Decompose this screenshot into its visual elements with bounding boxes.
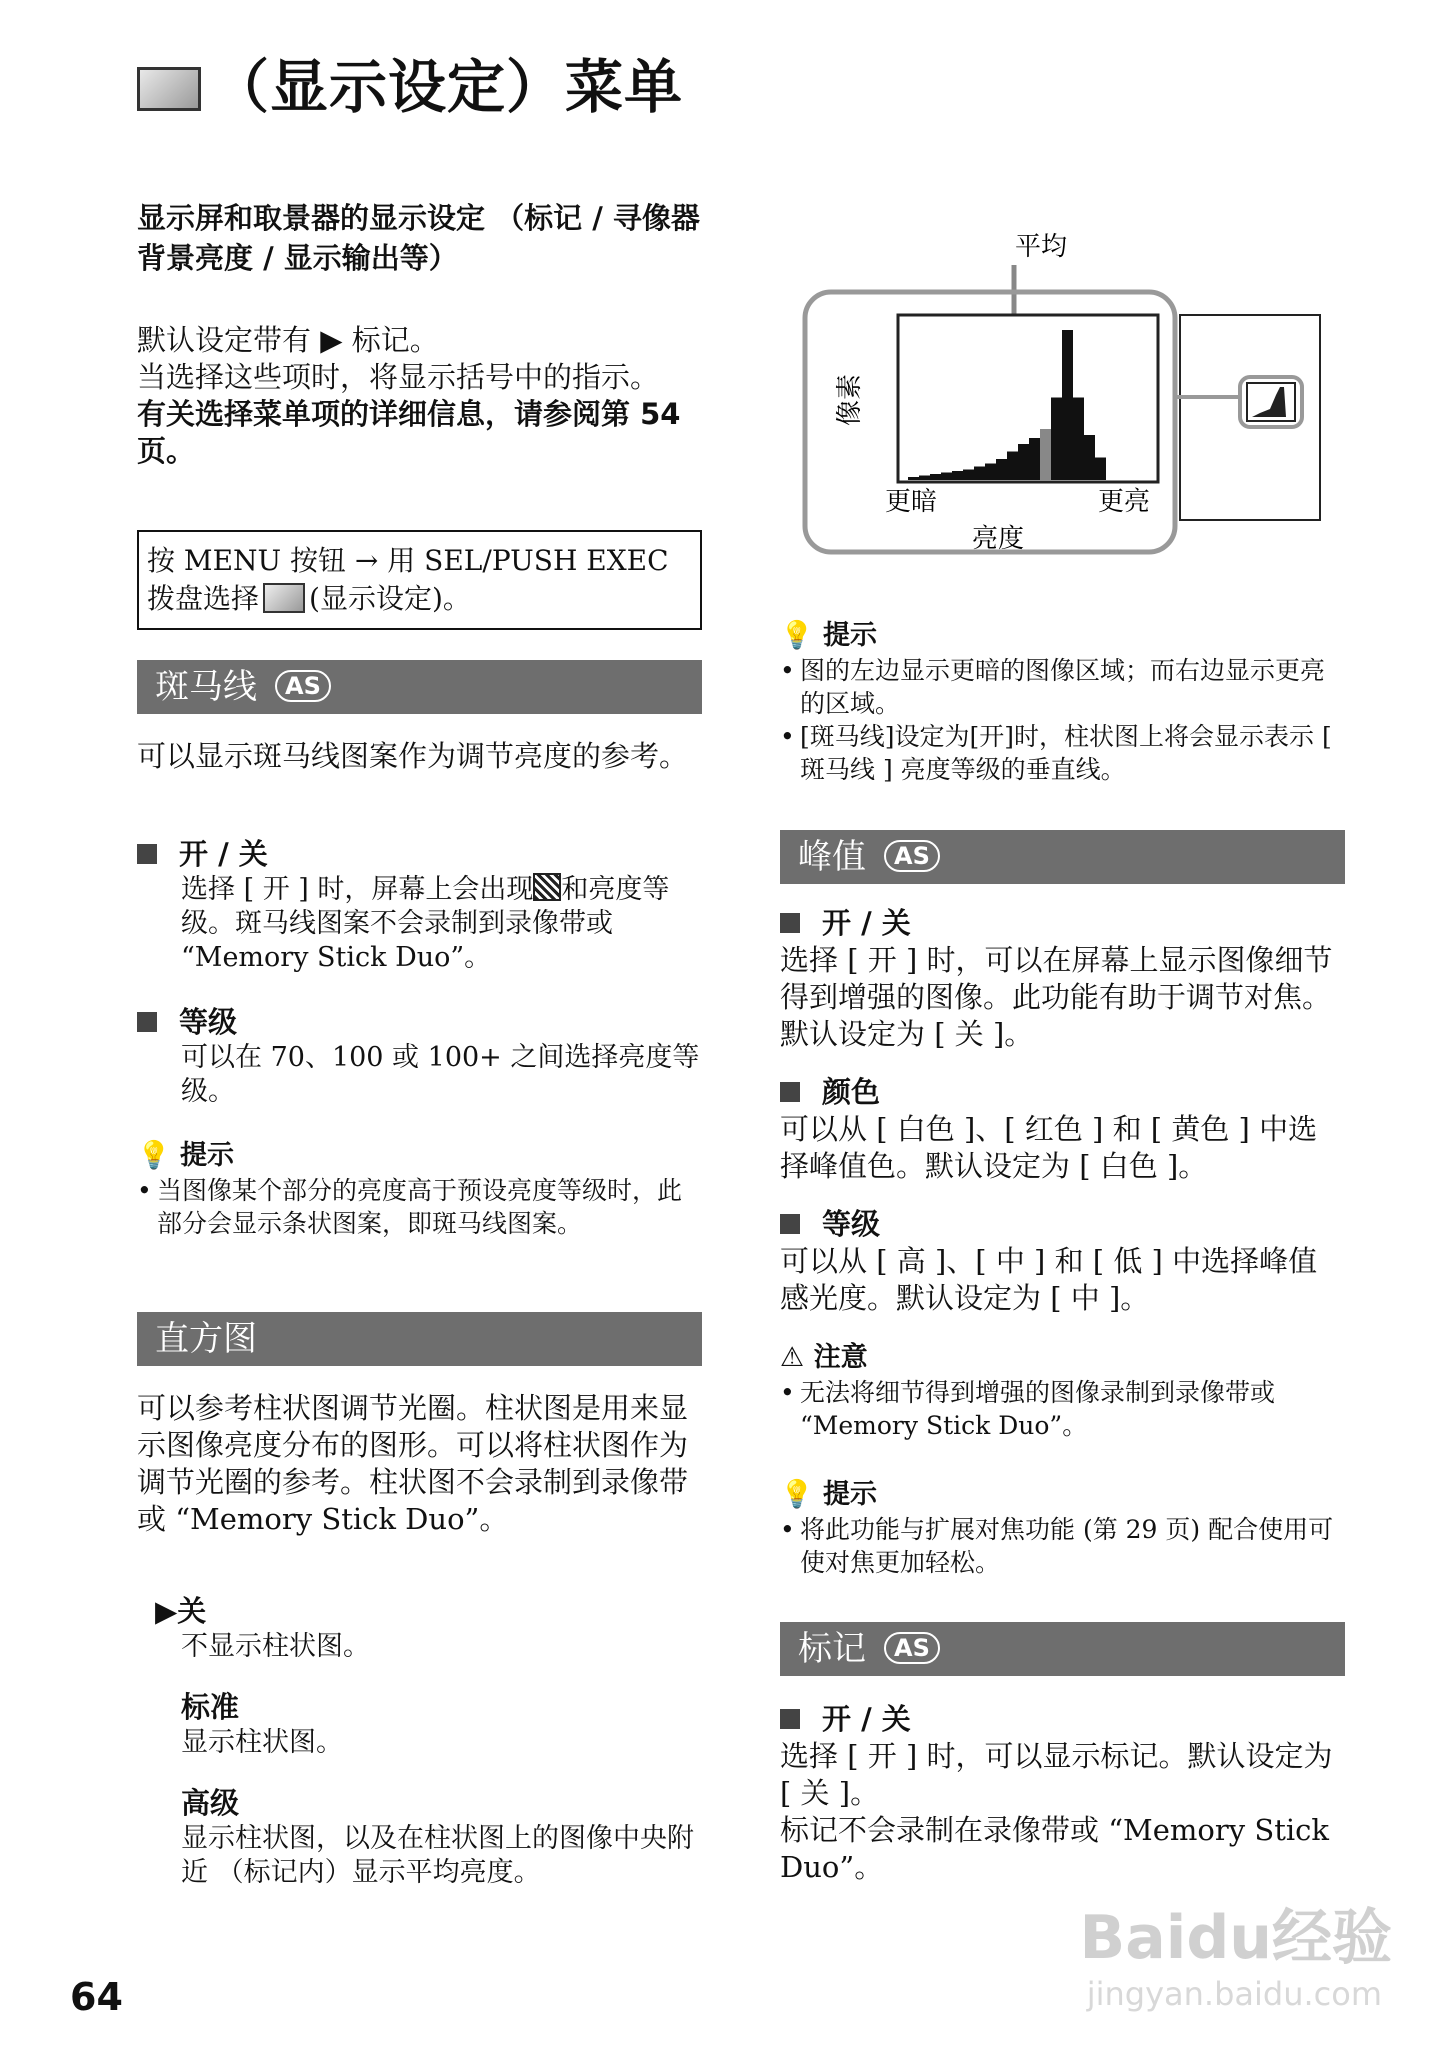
square-bullet-icon: [137, 844, 157, 864]
menu-instruction-text-2: (显示设定)。: [309, 582, 471, 615]
peaking-note: ⚠ 注意 • 无法将细节得到增强的图像录制到录像带或 “Memory Stick Duo”。: [780, 1342, 1276, 1440]
zebra-tip: 💡 提示 • 当图像某个部分的亮度高于预设亮度等级时，此部分会显示条状图案，即斑马线图案。: [137, 1140, 683, 1238]
intro-line-3: 有关选择菜单项的详细信息，请参阅第 54 页。: [137, 397, 681, 468]
histogram-bar: [1051, 398, 1062, 481]
caution-icon: ⚠: [780, 1342, 805, 1373]
intro-text: [137, 322, 702, 470]
zebra-pattern-icon: [533, 873, 561, 901]
section-header-peaking: 峰值 AS: [780, 830, 1345, 884]
square-bullet-icon: [780, 913, 800, 933]
intro-line-1: 默认设定带有 ▶ 标记。: [137, 323, 439, 357]
histogram-figure: [780, 225, 1345, 585]
histogram-bar: [963, 470, 974, 481]
peaking-option-onoff: 开 / 关 选择 [ 开 ] 时，可以在屏幕上显示图像细节得到增强的图像。此功能有助于调节对焦。默认设定为 [ 关 ]。: [780, 906, 1333, 1051]
square-bullet-icon: [780, 1214, 800, 1234]
histogram-bar: [1073, 398, 1084, 481]
menu-instruction-box: [137, 530, 702, 630]
peaking-option-level: 等级 可以从 [ 高 ]、[ 中 ] 和 [ 低 ] 中选择峰值感光度。默认设定为 [ 中 ]。: [780, 1207, 1318, 1315]
histogram-bar: [1018, 444, 1029, 480]
histogram-bar: [974, 467, 985, 481]
histogram-bar: [996, 459, 1007, 480]
section-header-marker: 标记 AS: [780, 1622, 1345, 1676]
square-bullet-icon: [137, 1012, 157, 1032]
brightness-axis-label: 亮度: [972, 524, 1025, 554]
intro-line-2: 当选择这些项时，将显示括号中的指示。: [137, 360, 660, 394]
zebra-description: 可以显示斑马线图案作为调节亮度的参考。: [137, 739, 689, 773]
as-badge: AS: [884, 840, 940, 872]
histogram-bar: [930, 474, 941, 480]
histogram-bar: [908, 477, 919, 480]
square-bullet-icon: [780, 1709, 800, 1729]
brighter-label: 更亮: [1098, 487, 1151, 517]
page-title: （显示设定）菜单: [137, 50, 757, 124]
histogram-option-standard: 标准 显示柱状图。: [181, 1690, 343, 1758]
as-badge: AS: [275, 670, 331, 702]
zebra-option-onoff: 开 / 关 选择 [ 开 ] 时，屏幕上会出现 和亮度等级。斑马线图案不会录制到录像带或 “Memory Stick Duo”。: [137, 835, 702, 975]
menu-instruction-text: 按 MENU 按钮 → 用 SEL/PUSH EXEC 拨盘选择: [147, 544, 669, 615]
histogram-bar: [1084, 435, 1095, 480]
page-number: 64: [70, 1975, 123, 2019]
lightbulb-icon: 💡: [780, 1479, 814, 1510]
page-subtitle: 显示屏和取景器的显示设定 （标记 / 寻像器背景亮度 / 显示输出等）: [137, 201, 700, 275]
histogram-bar: [919, 476, 930, 481]
histogram-option-advanced: 高级 显示柱状图，以及在柱状图上的图像中央附近 （标记内）显示平均亮度。: [181, 1786, 694, 1888]
section-header-histogram: 直方图: [137, 1312, 702, 1366]
lightbulb-icon: 💡: [137, 1140, 171, 1171]
figure-tip: 💡 提示 • 图的左边显示更暗的图像区域；而右边显示更亮的区域。 • [斑马线]设定为[开]时，柱状图上将会显示表示 [ 斑马线 ] 亮度等级的垂直线。: [780, 620, 1332, 784]
lightbulb-icon: 💡: [780, 620, 814, 651]
watermark-url: jingyan.baidu.com: [1086, 1975, 1382, 2013]
histogram-bar: [1040, 429, 1051, 480]
histogram-option-off: ▶关 不显示柱状图。: [155, 1594, 370, 1662]
histogram-bar: [1095, 458, 1106, 481]
zebra-option-level: 等级 可以在 70、100 或 100+ 之间选择亮度等级。: [137, 1003, 702, 1109]
peaking-tip: 💡 提示 • 将此功能与扩展对焦功能 (第 29 页) 配合使用可使对焦更加轻松。: [780, 1479, 1334, 1577]
section-header-zebra: 斑马线 AS: [137, 660, 702, 714]
histogram-bar: [952, 471, 963, 480]
darker-label: 更暗: [885, 487, 938, 517]
histogram-bar: [941, 473, 952, 481]
pixels-axis-label: 像素: [835, 373, 865, 427]
histogram-bar: [1029, 438, 1040, 480]
histogram-bar: [985, 464, 996, 481]
peaking-option-color: 颜色 可以从 [ 白色 ]、[ 红色 ] 和 [ 黄色 ] 中选择峰值色。默认设定为 [ 白色 ]。: [780, 1075, 1318, 1183]
as-badge: AS: [884, 1632, 940, 1664]
display-settings-icon: [137, 67, 201, 111]
square-bullet-icon: [780, 1082, 800, 1102]
histogram-description: 可以参考柱状图调节光圈。柱状图是用来显示图像亮度分布的图形。可以将柱状图作为调节光圈的参考。柱状图不会录制到录像带或 “Memory Stick Duo”。: [137, 1391, 689, 1536]
watermark-logo: Baidu经验: [1079, 1903, 1392, 1973]
histogram-bar: [1007, 452, 1018, 481]
histogram-bar: [1062, 330, 1073, 480]
average-label: 平均: [1015, 232, 1068, 262]
marker-option-onoff: 开 / 关 选择 [ 开 ] 时，可以显示标记。默认设定为 [ 关 ]。 标记不会录制在录像带或 “Memory Stick Duo”。: [780, 1702, 1333, 1884]
display-settings-small-icon: [263, 583, 305, 613]
